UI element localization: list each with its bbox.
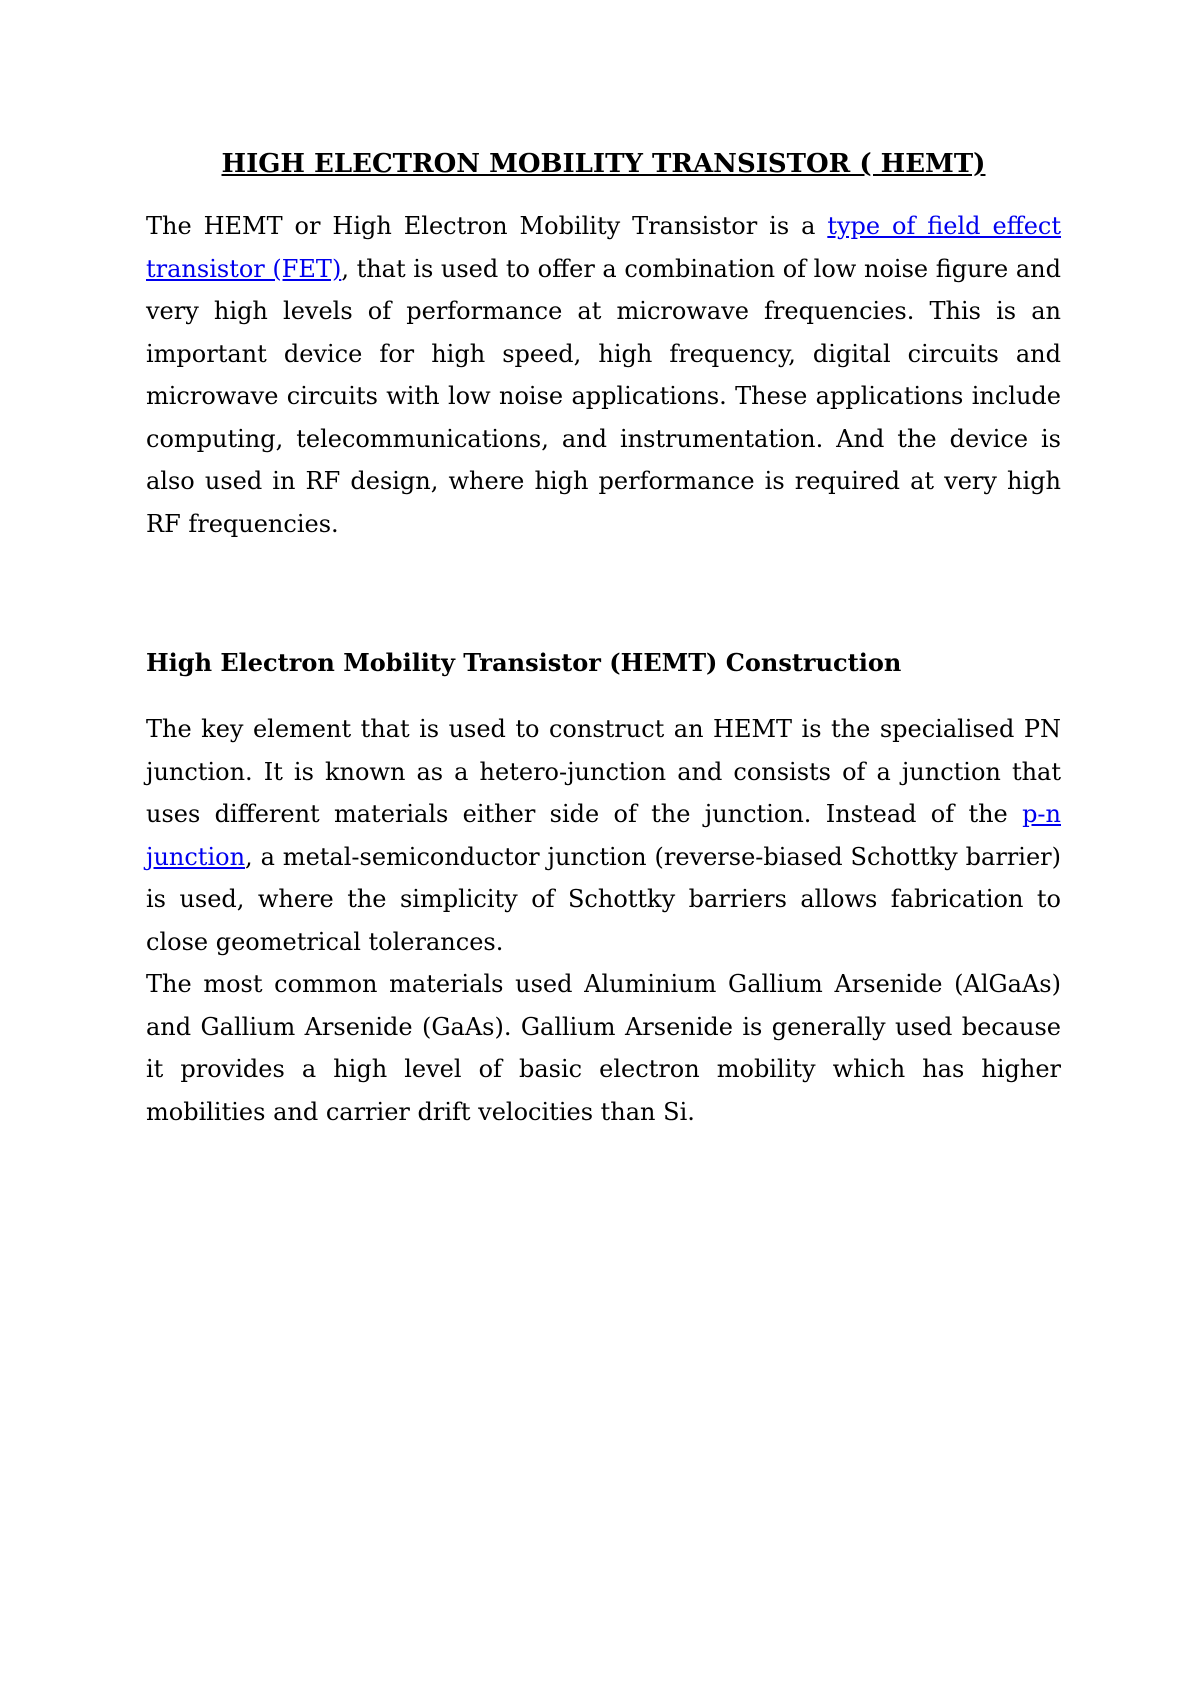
construction-text-start: The key element that is used to construct an HEMT is the specialised PN junction. It is known as a hetero-junction and consists of a junction that uses different materials either side of the junction. Instead of the [146,715,1061,828]
construction-paragraph [146,708,1061,963]
intro-text-end: , that is used to offer a combination of low noise figure and very high levels of performance at microwave frequencies. This is an important device for high speed, high frequency, digital circuits and microwave circuits with low noise applications. These applications include computing, telecommunications, and instrumentation. And the device is also used in RF design, where high performance is required at very high RF frequencies. [146,254,1061,538]
materials-paragraph: The most common materials used Aluminium Gallium Arsenide (AlGaAs) and Gallium Arsenide (GaAs). Gallium Arsenide is generally used because it provides a high level of basic electron mobility which has higher mobilities and carrier drift velocities than Si. [146,970,1061,1126]
document-title: HIGH ELECTRON MOBILITY TRANSISTOR ( HEMT) [221,149,986,179]
fet-link[interactable]: type of field effect transistor (FET) [146,212,1062,283]
pn-junction-link[interactable]: p-n junction [146,800,1061,871]
intro-paragraph [146,205,1061,545]
intro-text-start: The HEMT or High Electron Mobility Transistor is a [146,212,828,240]
construction-heading: High Electron Mobility Transistor (HEMT) Construction [146,648,902,677]
construction-text-end: , a metal-semiconductor junction (reverse-biased Schottky barrier) is used, where the simplicity of Schottky barriers allows fabrication to close geometrical tolerances. [146,842,1061,956]
